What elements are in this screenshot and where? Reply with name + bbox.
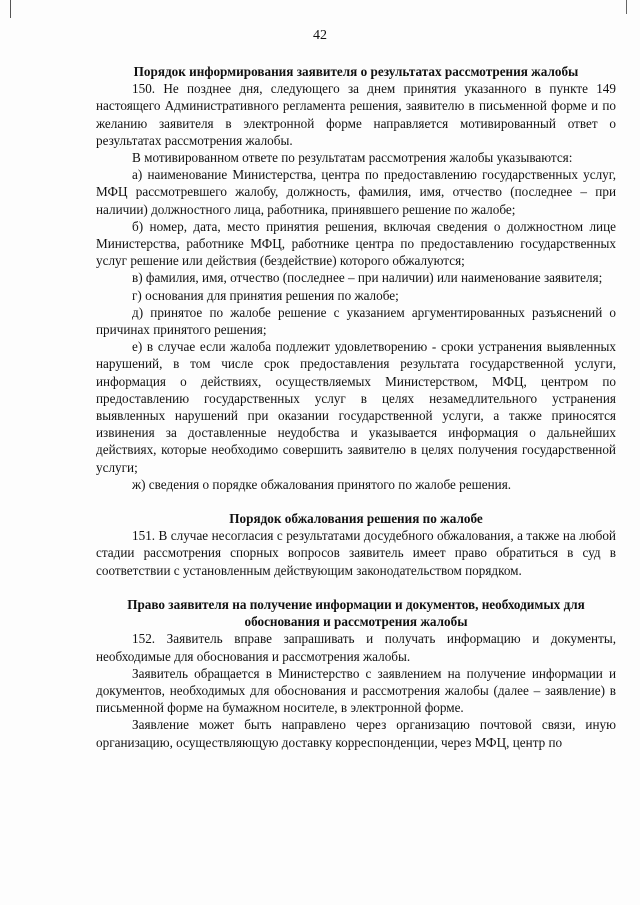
section-heading: Порядок информирования заявителя о результатах рассмотрения жалобы <box>133 64 579 79</box>
paragraph: г) основания для принятия решения по жалобе; <box>132 287 399 303</box>
paragraph: В мотивированном ответе по результатам рассмотрения жалобы указываются: <box>132 150 573 166</box>
section-heading: Порядок обжалования решения по жалобе <box>229 511 483 527</box>
paragraph: б) номер, дата, место принятия решения, включая сведения о должностном лице Министерства, работнике МФЦ, работнике центра по предоставлению государственных услуг решение или действия (бездействие) которого обжалуются; <box>96 218 616 269</box>
scan-edge-mark <box>10 0 11 18</box>
paragraph: 151. В случае несогласия с результатами досудебного обжалования, а также на любой стадии рассмотрения спорных вопросов заявитель имеет право обратиться в суд в соответствии с установленным действующим законодательством порядком. <box>96 528 616 578</box>
paragraph: д) принятое по жалобе решение с указанием аргументированных разъяснений о причинах принятого решения; <box>96 304 616 338</box>
paragraph: е) в случае если жалоба подлежит удовлетворению - сроки устранения выявленных нарушений, в том числе срок предоставления результата государственной услуги, информация о действиях, осуществляемых Министерством, МФЦ, центром по предоставлению государственных услуг в целях незамедлительного устранения выявленных нарушений при оказании государственной услуги, а также приносятся извинения за доставленные неудобства и указывается информация о дальнейших действиях, которые необходимо совершить заявителю в целях получения государственной услуги; <box>96 339 616 475</box>
section-heading: Право заявителя на получение информации и документов, необходимых для обоснования и рассмотрения жалобы <box>127 596 585 630</box>
paragraph: в) фамилия, имя, отчество (последнее – при наличии) или наименование заявителя; <box>132 270 603 286</box>
scan-edge-mark <box>626 0 627 14</box>
spacer <box>96 493 616 510</box>
paragraph: а) наименование Министерства, центра по предоставлению государственных услуг, МФЦ рассмотревшего жалобу, должность, фамилия, имя, отчество (последнее – при наличии) должностного лица, работника, принявшего решение по жалобе; <box>96 167 616 217</box>
paragraph: Заявитель обращается в Министерство с заявлением на получение информации и документов, необходимых для обоснования и рассмотрения жалобы (далее – заявление) в письменной форме на бумажном носителе, в электронной форме. <box>96 665 616 716</box>
paragraph: ж) сведения о порядке обжалования принятого по жалобе решения. <box>132 476 512 492</box>
page-number: 42 <box>313 28 327 43</box>
paragraph: Заявление может быть направлено через организацию почтовой связи, иную организацию, осуществляющую доставку корреспонденции, через МФЦ, центр по <box>96 717 616 750</box>
spacer <box>96 579 616 596</box>
document-body <box>96 63 616 751</box>
paragraph: 152. Заявитель вправе запрашивать и получать информацию и документы, необходимые для обоснования и рассмотрения жалобы. <box>96 631 616 664</box>
paragraph: 150. Не позднее дня, следующего за днем принятия указанного в пункте 149 настоящего Административного регламента решения, заявителю в письменной форме и по желанию заявителя в электронной форме направляется мотивированный ответ о результатах рассмотрения жалобы. <box>96 81 616 148</box>
